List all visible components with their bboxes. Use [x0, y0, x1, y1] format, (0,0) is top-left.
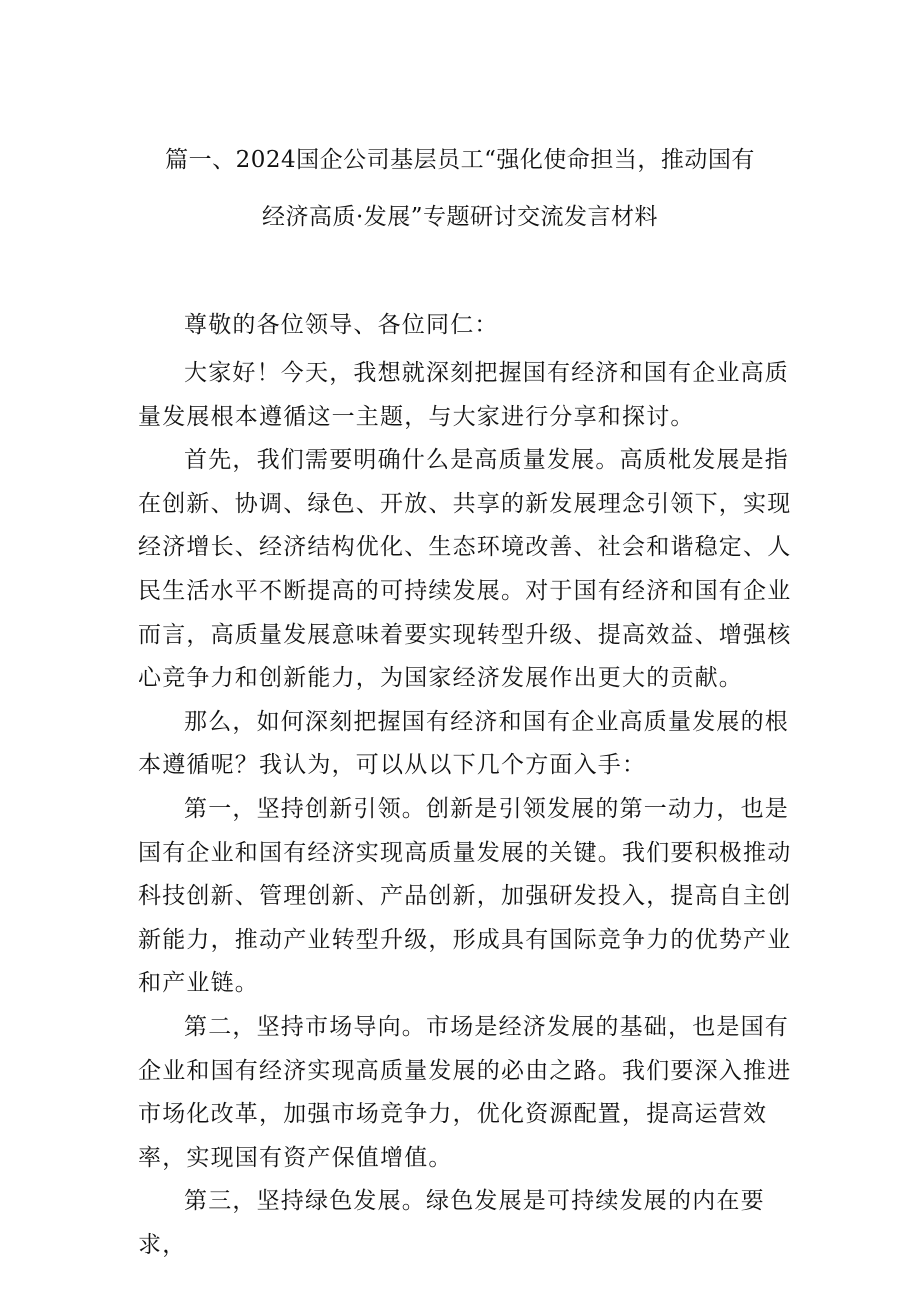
paragraph-intro: 大家好！今天，我想就深刻把握国有经济和国有企业高质量发展根本遵循这一主题，与大家进行分享和探讨。 [138, 360, 789, 430]
paragraph-point-3: 第三，坚持绿色发展。绿色发展是可持续发展的内在要求， [138, 1188, 765, 1258]
document-title-line-1: 篇一、2024国企公司基层员工“强化使命担当，推动国有 [165, 147, 755, 173]
paragraph-question: 那么，如何深刻把握国有经济和国有企业高质量发展的根本遵循呢？我认为，可以从以下几个方面入手： [138, 708, 789, 779]
document-body [138, 352, 798, 1267]
paragraph-point-2: 第二，坚持市场导向。市场是经济发展的基础，也是国有企业和国有经济实现高质量发展的必由之路。我们要深入推进市场化改革，加强市场竞争力，优化资源配置，提高运营效率，实现国有资产保值增值。 [138, 1013, 792, 1171]
greeting: 尊敬的各位领导、各位同仁： [184, 312, 499, 338]
paragraph-point-1: 第一，坚持创新引领。创新是引领发展的第一动力，也是国有企业和国有经济实现高质量发展的关键。我们要积极推动科技创新、管理创新、产品创新，加强研发投入，提高自主创新能力，推动产业转型升级，形成具有国际竞争力的优势产业和产业链。 [138, 795, 792, 997]
paragraph-definition: 首先，我们需要明确什么是高质量发展。高质枇发展是指在创新、协调、绿色、开放、共享的新发展理念引领下，实现经济增长、经济结构优化、生态环境改善、社会和谐稳定、人民生活水平不断提高的可持续发展。对于国有经济和国有企业而言，高质量发展意味着要实现转型升级、提高效益、增强核心竞争力和创新能力，为国家经济发展作出更大的贡献。 [138, 447, 792, 692]
document-title-line-2: 经济高质·发展”专题研讨交流发言材料 [261, 204, 659, 230]
